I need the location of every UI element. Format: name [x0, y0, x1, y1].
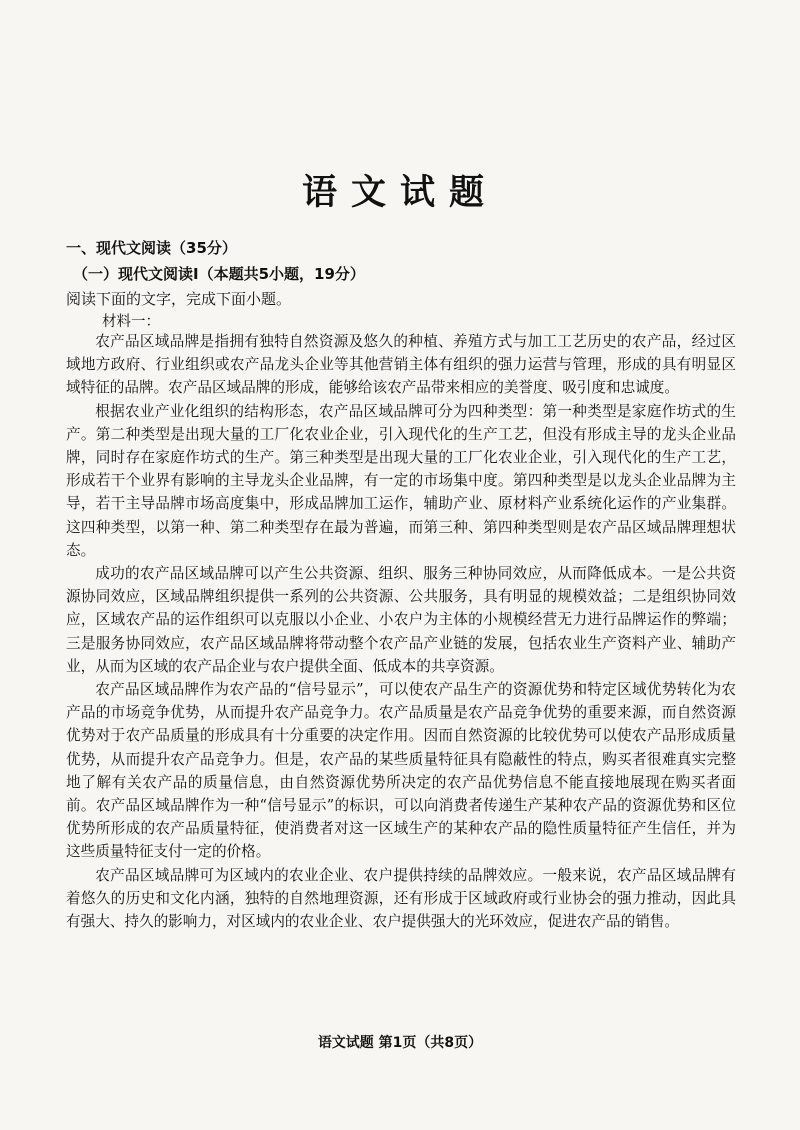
paragraph: 根据农业产业化组织的结构形态，农产品区域品牌可分为四种类型：第一种类型是家庭作坊式的生产。第二种类型是出现大量的工厂化农业企业，引入现代化的生产工艺，但没有形成主导的龙头企业品牌，同时存在家庭作坊式的生产。第三种类型是出现大量的工厂化农业企业，引入现代化的生产工艺，形成若干个业界有影响的主导龙头企业品牌，有一定的市场集中度。第四种类型是以龙头企业品牌为主导，若干主导品牌市场高度集中，形成品牌加工运作，辅助产业、原材料产业系统化运作的产业集群。这四种类型，以第一种、第二种类型存在最为普遍，而第三种、第四种类型则是农产品区域品牌理想状态。 [66, 402, 736, 559]
paragraph: 农产品区域品牌是指拥有独特自然资源及悠久的种植、养殖方式与加工工艺历史的农产品，经过区域地方政府、行业组织或农产品龙头企业等其他营销主体有组织的强力运营与管理，形成的具有明显区域特征的品牌。农产品区域品牌的形成，能够给该农产品带来相应的美誉度、吸引度和忠诚度。 [66, 333, 736, 397]
reading-instruction: 阅读下面的文字，完成下面小题。 [66, 290, 292, 308]
material-label: 材料一： [102, 314, 160, 330]
paragraph: 农产品区域品牌作为农产品的“信号显示”，可以使农产品生产的资源优势和特定区域优势转化为农产品的市场竞争优势，从而提升农产品竞争力。农产品质量是农产品竞争优势的重要来源，而自然资源优势对于农产品质量的形成具有十分重要的决定作用。因而自然资源的比较优势可以使农产品形成质量优势，从而提升农产品竞争力。但是，农产品的某些质量特征具有隐蔽性的特点，购买者很难真实完整地了解有关农产品的质量信息，由自然资源优势所决定的农产品优势信息不能直接地展现在购买者面前。农产品区域品牌作为一种“信号显示”的标识，可以向消费者传递生产某种农产品的资源优势和区位优势所形成的农产品质量特征，使消费者对这一区域生产的某种农产品的隐性质量特征产生信任，并为这些质量特征支付一定的价格。 [66, 681, 736, 861]
passage-body [66, 330, 736, 933]
paragraph: 成功的农产品区域品牌可以产生公共资源、组织、服务三种协同效应，从而降低成本。一是公共资源协同效应，区域品牌组织提供一系列的公共资源、公共服务，具有明显的规模效益；二是组织协同效应，区域农产品的运作组织可以克服以小企业、小农户为主体的小规模经营无力进行品牌运作的弊端；三是服务协同效应，农产品区域品牌将带动整个农产品产业链的发展，包括农业生产资料产业、辅助产业，从而为区域的农产品企业与农户提供全面、低成本的共享资源。 [66, 565, 736, 675]
page-footer: 语文试题 第1页（共8页） [317, 1035, 483, 1051]
section-heading: 一、现代文阅读（35分） [66, 239, 237, 257]
page-title: 语文试题 [301, 173, 498, 213]
paragraph: 农产品区域品牌可为区域内的农业企业、农户提供持续的品牌效应。一般来说，农产品区域品牌有着悠久的历史和文化内涵，独特的自然地理资源，还有形成于区域政府或行业协会的强力推动，因此具有强大、持久的影响力，对区域内的农业企业、农户提供强大的光环效应，促进农产品的销售。 [66, 866, 736, 931]
subsection-heading: （一）现代文阅读Ⅰ（本题共5小题，19分） [73, 265, 365, 283]
